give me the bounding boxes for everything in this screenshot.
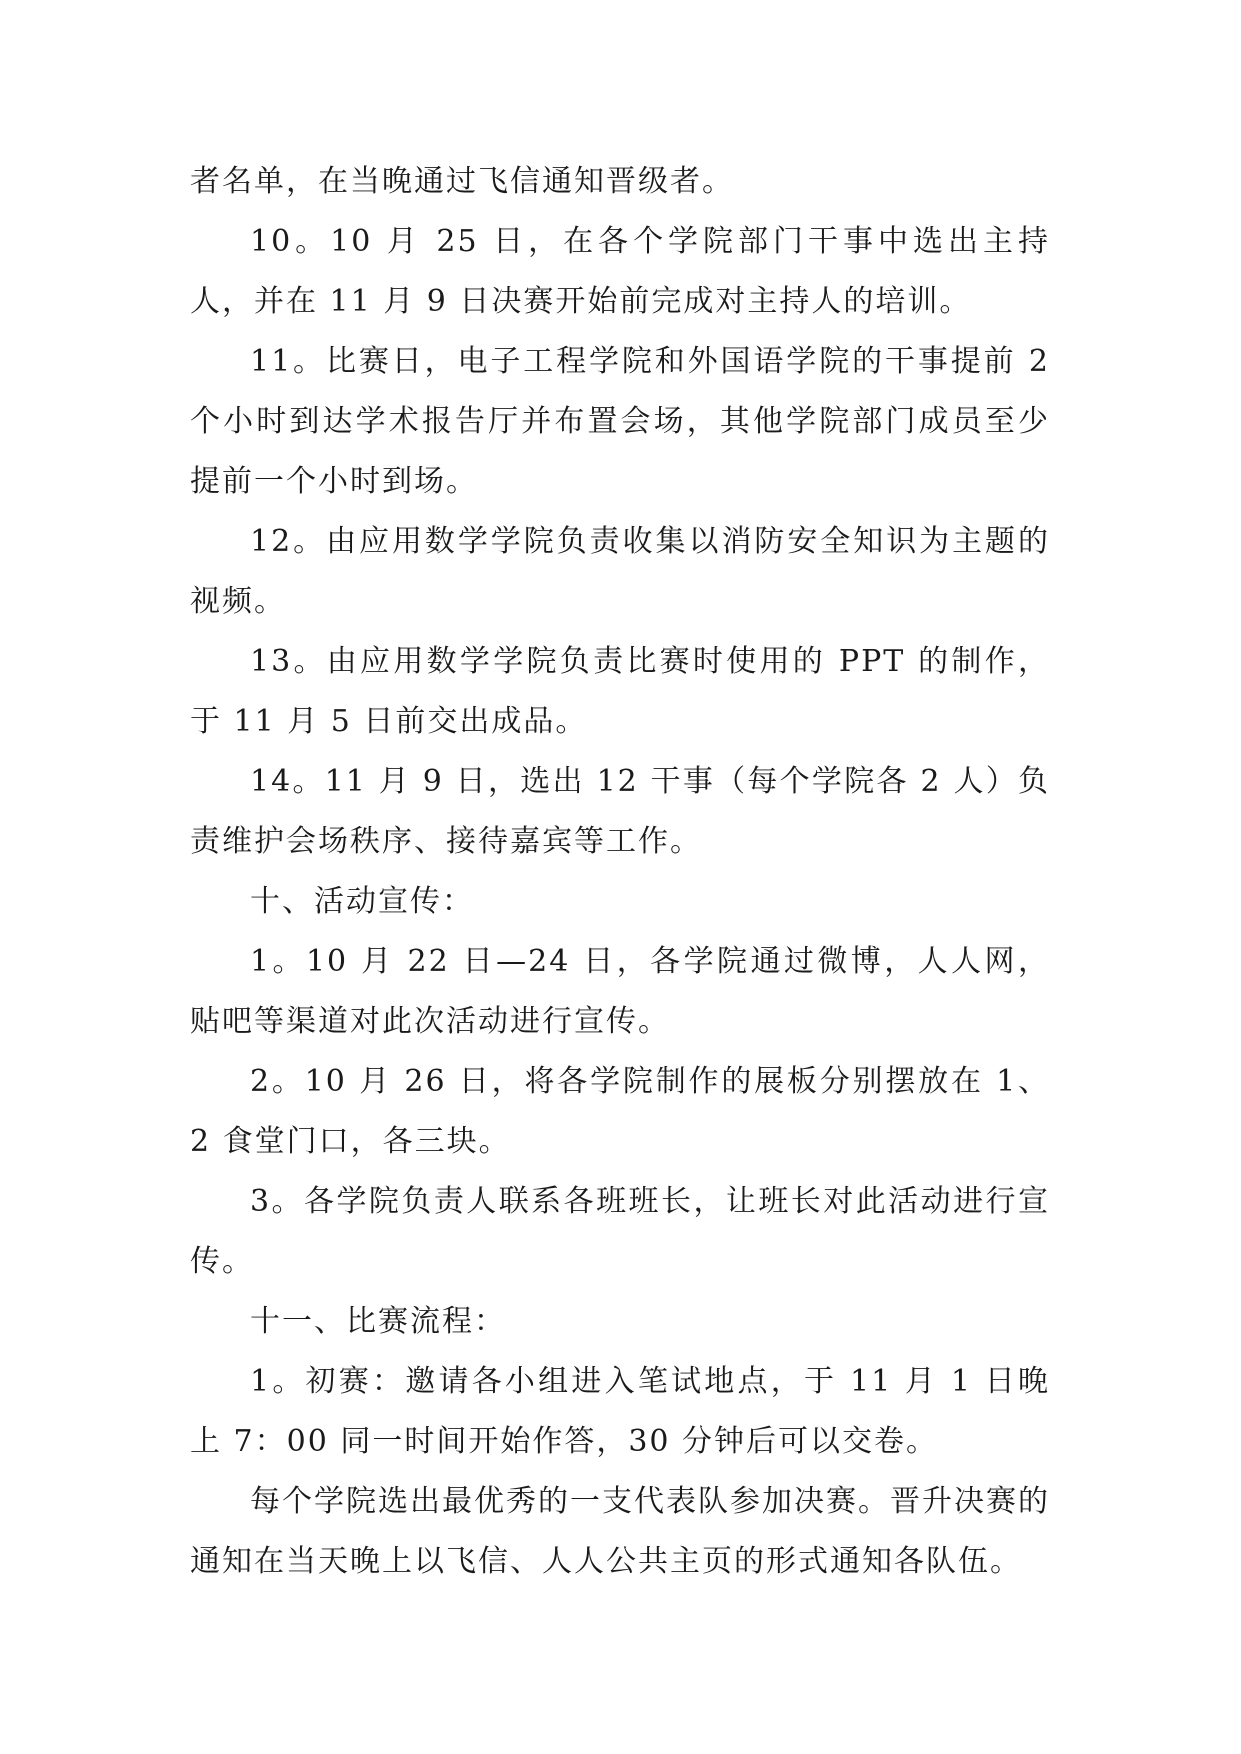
paragraph-item-14: 14。11 月 9 日，选出 12 干事（每个学院各 2 人）负责维护会场秩序、接待嘉宾等工作。 [190, 764, 1050, 859]
document-body [190, 152, 1050, 1592]
paragraph-publicity-3: 3。各学院负责人联系各班班长，让班长对此活动进行宣传。 [190, 1184, 1050, 1279]
paragraph-item-13: 13。由应用数学学院负责比赛时使用的 PPT 的制作，于 11 月 5 日前交出成品。 [190, 644, 1050, 739]
paragraph-item-12: 12。由应用数学学院负责收集以消防安全知识为主题的视频。 [190, 524, 1050, 619]
paragraph-continuation: 者名单，在当晚通过飞信通知晋级者。 [190, 164, 734, 199]
paragraph-publicity-2: 2。10 月 26 日，将各学院制作的展板分别摆放在 1、2 食堂门口，各三块。 [190, 1064, 1050, 1159]
paragraph-publicity-1: 1。10 月 22 日—24 日，各学院通过微博，人人网，贴吧等渠道对此次活动进行宣传。 [190, 944, 1050, 1039]
paragraph-item-11: 11。比赛日，电子工程学院和外国语学院的干事提前 2 个小时到达学术报告厅并布置会场，其他学院部门成员至少提前一个小时到场。 [190, 344, 1050, 499]
paragraph-item-10: 10。10 月 25 日，在各个学院部门干事中选出主持人，并在 11 月 9 日决赛开始前完成对主持人的培训。 [190, 224, 1050, 319]
section-heading-competition-flow: 十一、比赛流程： [250, 1304, 506, 1339]
section-heading-publicity: 十、活动宣传： [250, 884, 474, 919]
paragraph-flow-final: 每个学院选出最优秀的一支代表队参加决赛。晋升决赛的通知在当天晚上以飞信、人人公共主页的形式通知各队伍。 [190, 1484, 1050, 1579]
paragraph-flow-1: 1。初赛：邀请各小组进入笔试地点，于 11 月 1 日晚上 7：00 同一时间开始作答，30 分钟后可以交卷。 [190, 1364, 1050, 1459]
